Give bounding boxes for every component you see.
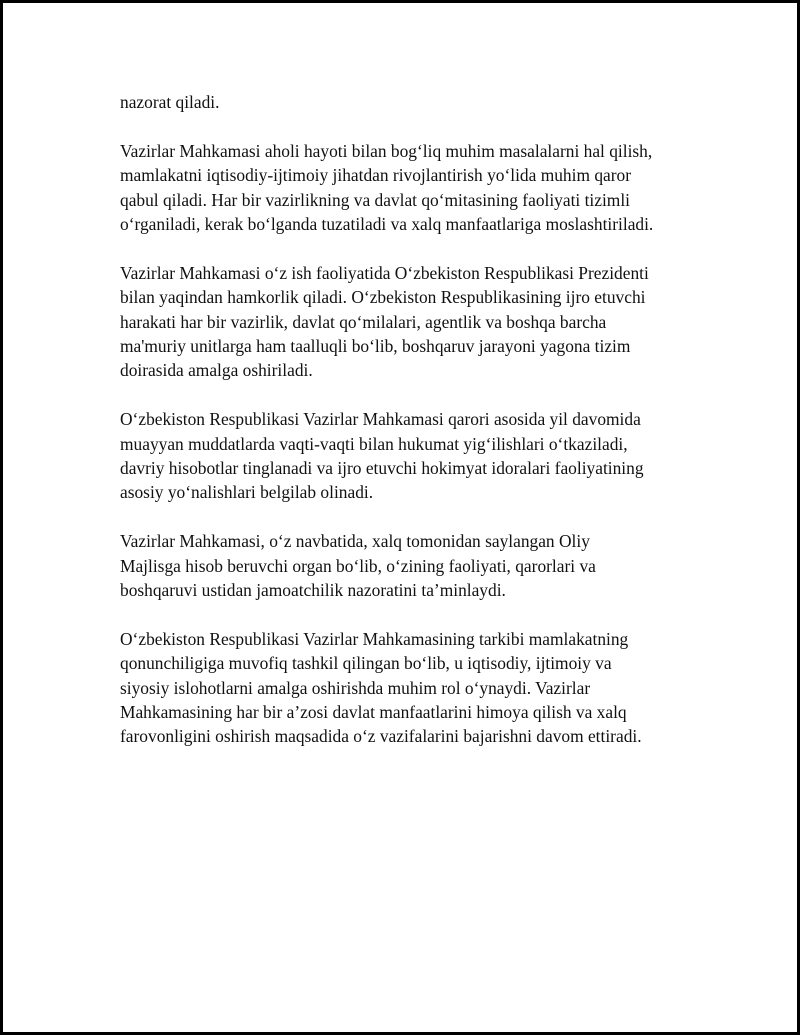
paragraph-line: nazorat qiladi. xyxy=(120,92,220,112)
paragraph-1 xyxy=(120,90,710,114)
paragraph-line: Mahkamasining har bir a’zosi davlat manfaatlarini himoya qilish va xalq xyxy=(120,702,627,723)
paragraph-line: muayyan muddatlarda vaqti-vaqti bilan hukumat yig‘ilishlari o‘tkaziladi, xyxy=(120,433,628,454)
paragraph-line: bilan yaqindan hamkorlik qiladi. O‘zbekiston Respublikasining ijro etuvchi xyxy=(120,287,646,308)
paragraph-line: asosiy yo‘nalishlari belgilab olinadi. xyxy=(120,482,374,503)
paragraph-line: harakati har bir vazirlik, davlat qo‘milalari, agentlik va boshqa barcha xyxy=(120,311,607,332)
paragraph-line: doirasida amalga oshiriladi. xyxy=(120,360,313,381)
paragraph-5 xyxy=(120,529,710,602)
paragraph-line: boshqaruvi ustidan jamoatchilik nazoratini ta’minlaydi. xyxy=(120,580,506,601)
paragraph-line: Majlisga hisob beruvchi organ bo‘lib, o‘zining faoliyati, qarorlari va xyxy=(120,555,596,576)
document-body xyxy=(120,90,710,773)
paragraph-line: davriy hisobotlar tinglanadi va ijro etuvchi hokimyat idoralari faoliyatining xyxy=(120,458,644,479)
paragraph-line: farovonligini oshirish maqsadida o‘z vazifalarini bajarishni davom ettiradi. xyxy=(120,726,642,747)
paragraph-line: ma'muriy unitlarga ham taalluqli bo‘lib, boshqaruv jarayoni yagona tizim xyxy=(120,336,631,357)
paragraph-6 xyxy=(120,627,710,749)
paragraph-line: mamlakatni iqtisodiy-ijtimoiy jihatdan rivojlantirish yo‘lida muhim qaror xyxy=(120,165,632,186)
paragraph-line: Vazirlar Mahkamasi aholi hayoti bilan bog‘liq muhim masalalarni hal qilish, xyxy=(120,140,653,161)
paragraph-line: qonunchiligiga muvofiq tashkil qilingan bo‘lib, u iqtisodiy, ijtimoiy va xyxy=(120,653,612,674)
paragraph-line: Vazirlar Mahkamasi o‘z ish faoliyatida O‘zbekiston Respublikasi Prezidenti xyxy=(120,262,649,283)
paragraph-line: siyosiy islohotlarni amalga oshirishda muhim rol o‘ynaydi. Vazirlar xyxy=(120,677,591,698)
paragraph-line: qabul qiladi. Har bir vazirlikning va davlat qo‘mitasining faoliyati tizimli xyxy=(120,189,631,210)
paragraph-2 xyxy=(120,139,710,237)
paragraph-line: o‘rganiladi, kerak bo‘lganda tuzatiladi va xalq manfaatlariga moslashtiriladi. xyxy=(120,214,654,235)
paragraph-4 xyxy=(120,407,710,505)
paragraph-line: Vazirlar Mahkamasi, o‘z navbatida, xalq tomonidan saylangan Oliy xyxy=(120,531,590,552)
paragraph-line: O‘zbekiston Respublikasi Vazirlar Mahkamasining tarkibi mamlakatning xyxy=(120,628,629,649)
paragraph-line: O‘zbekiston Respublikasi Vazirlar Mahkamasi qarori asosida yil davomida xyxy=(120,409,641,430)
paragraph-3 xyxy=(120,261,710,383)
